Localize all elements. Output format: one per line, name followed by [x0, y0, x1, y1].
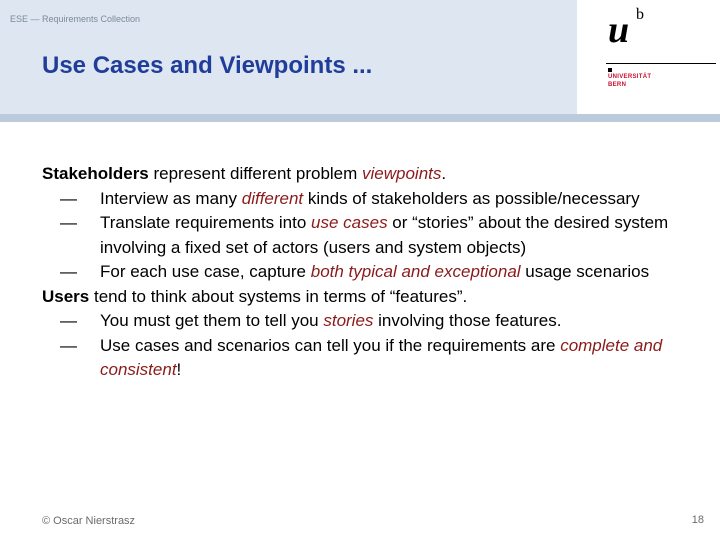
bullet-emphasis: viewpoints	[362, 164, 442, 183]
dash-icon: —	[60, 311, 77, 330]
dash-icon: —	[60, 262, 77, 281]
sub-bullet-text: !	[176, 360, 182, 379]
dash-icon: —	[60, 188, 77, 208]
sub-bullet-text: usage scenarios	[520, 262, 650, 281]
header-stripe	[0, 114, 720, 122]
logo-mark	[608, 68, 612, 72]
course-label: ESE — Requirements Collection	[10, 14, 141, 24]
bullet-lead: Users	[42, 286, 90, 306]
bullet-text: .	[441, 164, 447, 183]
bullet-stakeholders	[42, 162, 702, 187]
sub-bullet-text: Use cases and scenarios can tell you if the requirements are	[100, 335, 561, 355]
sub-bullet-text: You must get them to tell you	[100, 311, 324, 330]
slide-title: Use Cases and Viewpoints ...	[42, 52, 373, 79]
sub-bullet	[42, 187, 702, 212]
sub-bullet-emphasis: stories	[323, 311, 374, 330]
university-logo	[606, 8, 716, 92]
sub-bullet	[42, 211, 702, 260]
sub-bullet-emphasis: both typical and exceptional	[310, 262, 521, 281]
sub-bullet-text: Interview as many	[100, 188, 242, 208]
logo-university: UNIVERSITÄT	[608, 74, 652, 80]
logo-b: b	[636, 6, 644, 23]
logo-bern: BERN	[608, 82, 627, 88]
logo-rule	[606, 63, 716, 64]
bullet-users	[42, 285, 702, 310]
logo-u: u	[608, 9, 630, 51]
sub-bullet	[42, 260, 702, 285]
sub-bullet	[42, 309, 702, 334]
dash-icon: —	[60, 213, 77, 232]
sub-bullet	[42, 334, 702, 383]
footer-author: © Oscar Nierstrasz	[42, 515, 136, 527]
sub-bullet-text: or “stories” about the desired system involving a fixed set of actors (users and system objects)	[100, 213, 669, 257]
sub-bullet-text: involving those features.	[373, 311, 562, 330]
sub-bullet-emphasis: different	[241, 188, 304, 208]
sub-bullet-text: kinds of stakeholders as possible/necessary	[303, 188, 640, 208]
sub-bullet-text: For each use case, capture	[100, 262, 311, 281]
slide-body	[42, 162, 702, 383]
page-number: 18	[691, 514, 704, 526]
bullet-text: tend to think about systems in terms of “features”.	[89, 286, 468, 306]
dash-icon: —	[60, 335, 77, 355]
sub-bullet-text: Translate requirements into	[100, 213, 312, 232]
bullet-lead: Stakeholders	[42, 164, 149, 183]
sub-bullet-emphasis: use cases	[311, 213, 388, 232]
bullet-text: represent different problem	[148, 164, 363, 183]
sub-bullet-emphasis: complete and consistent	[100, 335, 663, 379]
